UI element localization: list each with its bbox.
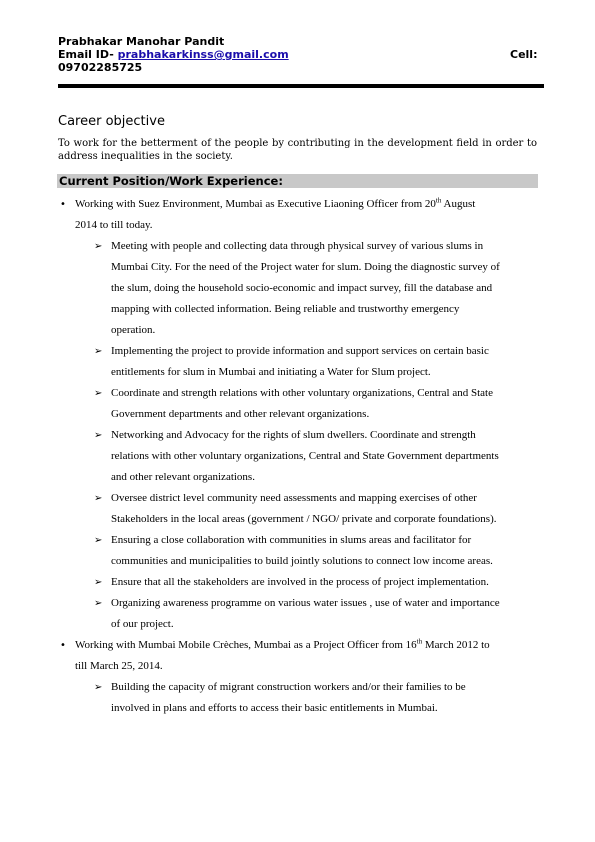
date-ordinal: th <box>416 637 423 646</box>
arrow-bullet-icon: ➢ <box>94 346 103 357</box>
duty-line: Meeting with people and collecting data through physical survey of various slums in <box>111 240 484 252</box>
duty-line: Government departments and other relevant organizations. <box>111 408 370 420</box>
arrow-bullet-icon: ➢ <box>94 388 103 399</box>
duty-line: Coordinate and strength relations with other voluntary organizations, Central and State <box>111 387 493 399</box>
duty-line: Oversee district level community need assessments and mapping exercises of other <box>111 492 477 504</box>
job-title-line <box>75 194 545 215</box>
duty-line: of our project. <box>111 618 174 630</box>
job-title-line: 2014 to till today. <box>75 219 153 231</box>
objective-heading: Career objective <box>58 114 165 129</box>
arrow-bullet-icon: ➢ <box>94 430 103 441</box>
duty-line: and other relevant organizations. <box>111 471 255 483</box>
job-title-line: till March 25, 2014. <box>75 660 163 672</box>
duty-line: mapping with collected information. Being reliable and trustworthy emergency <box>111 303 460 315</box>
arrow-bullet-icon: ➢ <box>94 577 103 588</box>
email-line <box>58 48 289 61</box>
arrow-bullet-icon: ➢ <box>94 682 103 693</box>
phone-number: 09702285725 <box>58 61 143 74</box>
arrow-bullet-icon: ➢ <box>94 535 103 546</box>
duty-line: entitlements for slum in Mumbai and initiating a Water for Slum project. <box>111 366 431 378</box>
job-text: March 2012 to <box>422 639 490 651</box>
email-label: Email ID- <box>58 48 114 61</box>
job-title-line <box>75 635 545 656</box>
duty-line: involved in plans and efforts to access their basic entitlements in Mumbai. <box>111 702 438 714</box>
duty-line: Stakeholders in the local areas (government / NGO/ private and corporate foundations). <box>111 513 497 525</box>
arrow-bullet-icon: ➢ <box>94 598 103 609</box>
duty-line: relations with other voluntary organizations, Central and State Government departments <box>111 450 499 462</box>
duty-line: Organizing awareness programme on various water issues , use of water and importance <box>111 597 500 609</box>
experience-heading: Current Position/Work Experience: <box>59 174 283 188</box>
duty-line: Ensure that all the stakeholders are involved in the process of project implementation. <box>111 576 489 588</box>
duty-line: Implementing the project to provide information and support services on certain basic <box>111 345 489 357</box>
bullet-icon: • <box>60 199 66 210</box>
bullet-icon: • <box>60 640 66 651</box>
job-text: Working with Mumbai Mobile Crèches, Mumbai as a Project Officer from 16 <box>75 639 417 651</box>
email-link[interactable]: prabhakarkinss@gmail.com <box>117 48 289 61</box>
arrow-bullet-icon: ➢ <box>94 241 103 252</box>
job-text: August <box>441 198 476 210</box>
duty-line: Mumbai City. For the need of the Project water for slum. Doing the diagnostic survey of <box>111 261 500 273</box>
date-ordinal: th <box>435 196 442 205</box>
candidate-name: Prabhakar Manohar Pandit <box>58 35 225 48</box>
arrow-bullet-icon: ➢ <box>94 493 103 504</box>
duty-line: Ensuring a close collaboration with communities in slums areas and facilitator for <box>111 534 472 546</box>
header-divider <box>58 84 544 88</box>
job-text: Working with Suez Environment, Mumbai as Executive Liaoning Officer from 20 <box>75 198 436 210</box>
duty-line: the slum, doing the household socio-economic and impact survey, fill the database and <box>111 282 493 294</box>
cell-label: Cell: <box>510 48 538 61</box>
duty-line: communities and municipalities to build jointly solutions to connect low income areas. <box>111 555 493 567</box>
duty-line: operation. <box>111 324 156 336</box>
objective-text: To work for the betterment of the people by contributing in the development field in order to address inequalities in the society. <box>58 138 537 162</box>
duty-line: Networking and Advocacy for the rights of slum dwellers. Coordinate and strength <box>111 429 476 441</box>
duty-line: Building the capacity of migrant construction workers and/or their families to be <box>111 681 466 693</box>
